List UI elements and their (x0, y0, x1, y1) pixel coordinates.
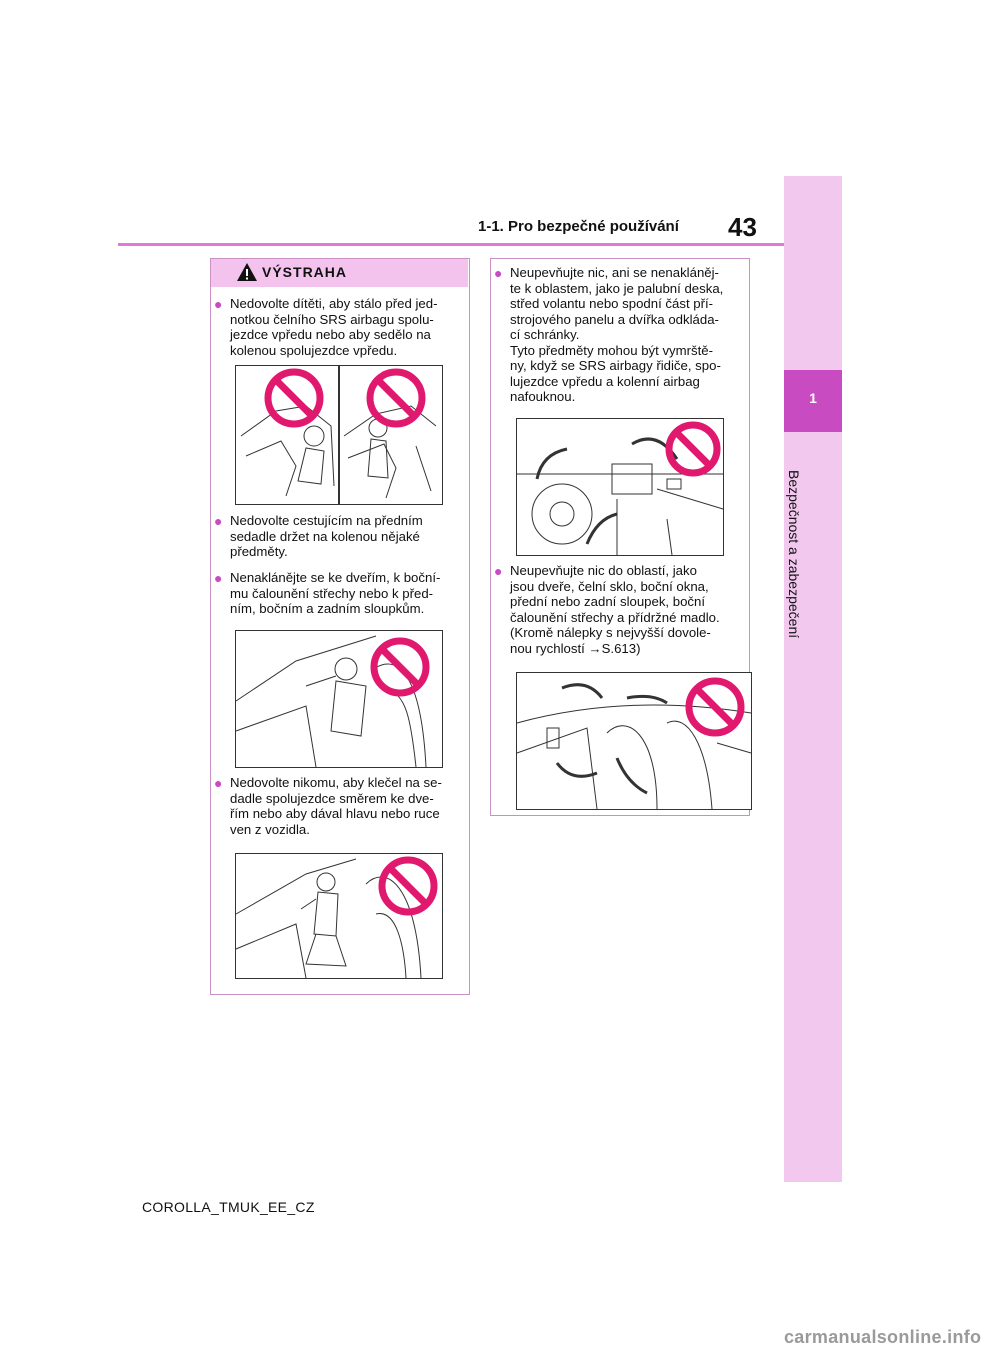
bullet-icon: ● (494, 265, 503, 281)
warning-item: ● Nedovolte nikomu, aby klečel na se- dadle spolujezdce směrem ke dve- řím nebo aby dával hlavu nebo ruce ven z vozidla. (214, 775, 442, 837)
bullet-icon: ● (214, 775, 223, 791)
illustration-leaning-door (235, 630, 443, 768)
chapter-title: Bezpečnost a zabezpečení (786, 470, 802, 639)
prohibition-icon (268, 372, 422, 424)
header-rule (118, 243, 786, 246)
illustration-dashboard-objects (516, 418, 724, 556)
illustration-cabin-areas (516, 672, 752, 810)
bullet-icon: ● (214, 570, 223, 586)
prohibition-icon (374, 641, 426, 693)
bullet-icon: ● (214, 513, 223, 529)
warning-item: ● Nedovolte cestujícím na předním sedadle držet na kolenou nějaké předměty. (214, 513, 423, 559)
warning-item: ● Neupevňujte nic, ani se nenakláněj- te k oblastem, jako je palubní deska, střed volantu nebo spodní část pří- strojového panelu a dvířka odkláda- cí schránky. Tyto předměty mohou být vymrště- ny, když se SRS airbagy řidiče, spo- lujezdce vpředu a kolenní airbag nafouknou. (494, 265, 724, 404)
prohibition-icon (669, 425, 717, 473)
warning-item: ● Nedovolte dítěti, aby stálo před jed- notkou čelního SRS airbagu spolu- jezdce vpředu nebo aby sedělo na kolenou spolujezdce vpředu. (214, 296, 438, 358)
page-number: 43 (728, 212, 757, 242)
illustration-kneeling-passenger (235, 853, 443, 979)
warning-triangle-icon (236, 262, 258, 282)
watermark[interactable]: carmanualsonline.info (784, 1327, 981, 1347)
document-code: COROLLA_TMUK_EE_CZ (142, 1199, 315, 1215)
section-title: 1-1. Pro bezpečné používání (478, 218, 679, 235)
warning-title: VÝSTRAHA (262, 264, 348, 280)
warning-item: ● Neupevňujte nic do oblastí, jako jsou dveře, čelní sklo, boční okna, přední nebo zadní sloupek, boční čalounění střechy a přídržné madlo. (Kromě nálepky s nejvyšší dovole- nou rychlostí →S.613) (494, 563, 720, 656)
bullet-icon: ● (494, 563, 503, 579)
warning-item: ● Nenaklánějte se ke dveřím, k boční- mu čalounění střechy nebo k před- ním, bočním a zadním sloupkům. (214, 570, 441, 616)
chapter-number: 1 (809, 390, 817, 406)
bullet-icon: ● (214, 296, 223, 312)
illustration-child-airbag (235, 365, 443, 505)
